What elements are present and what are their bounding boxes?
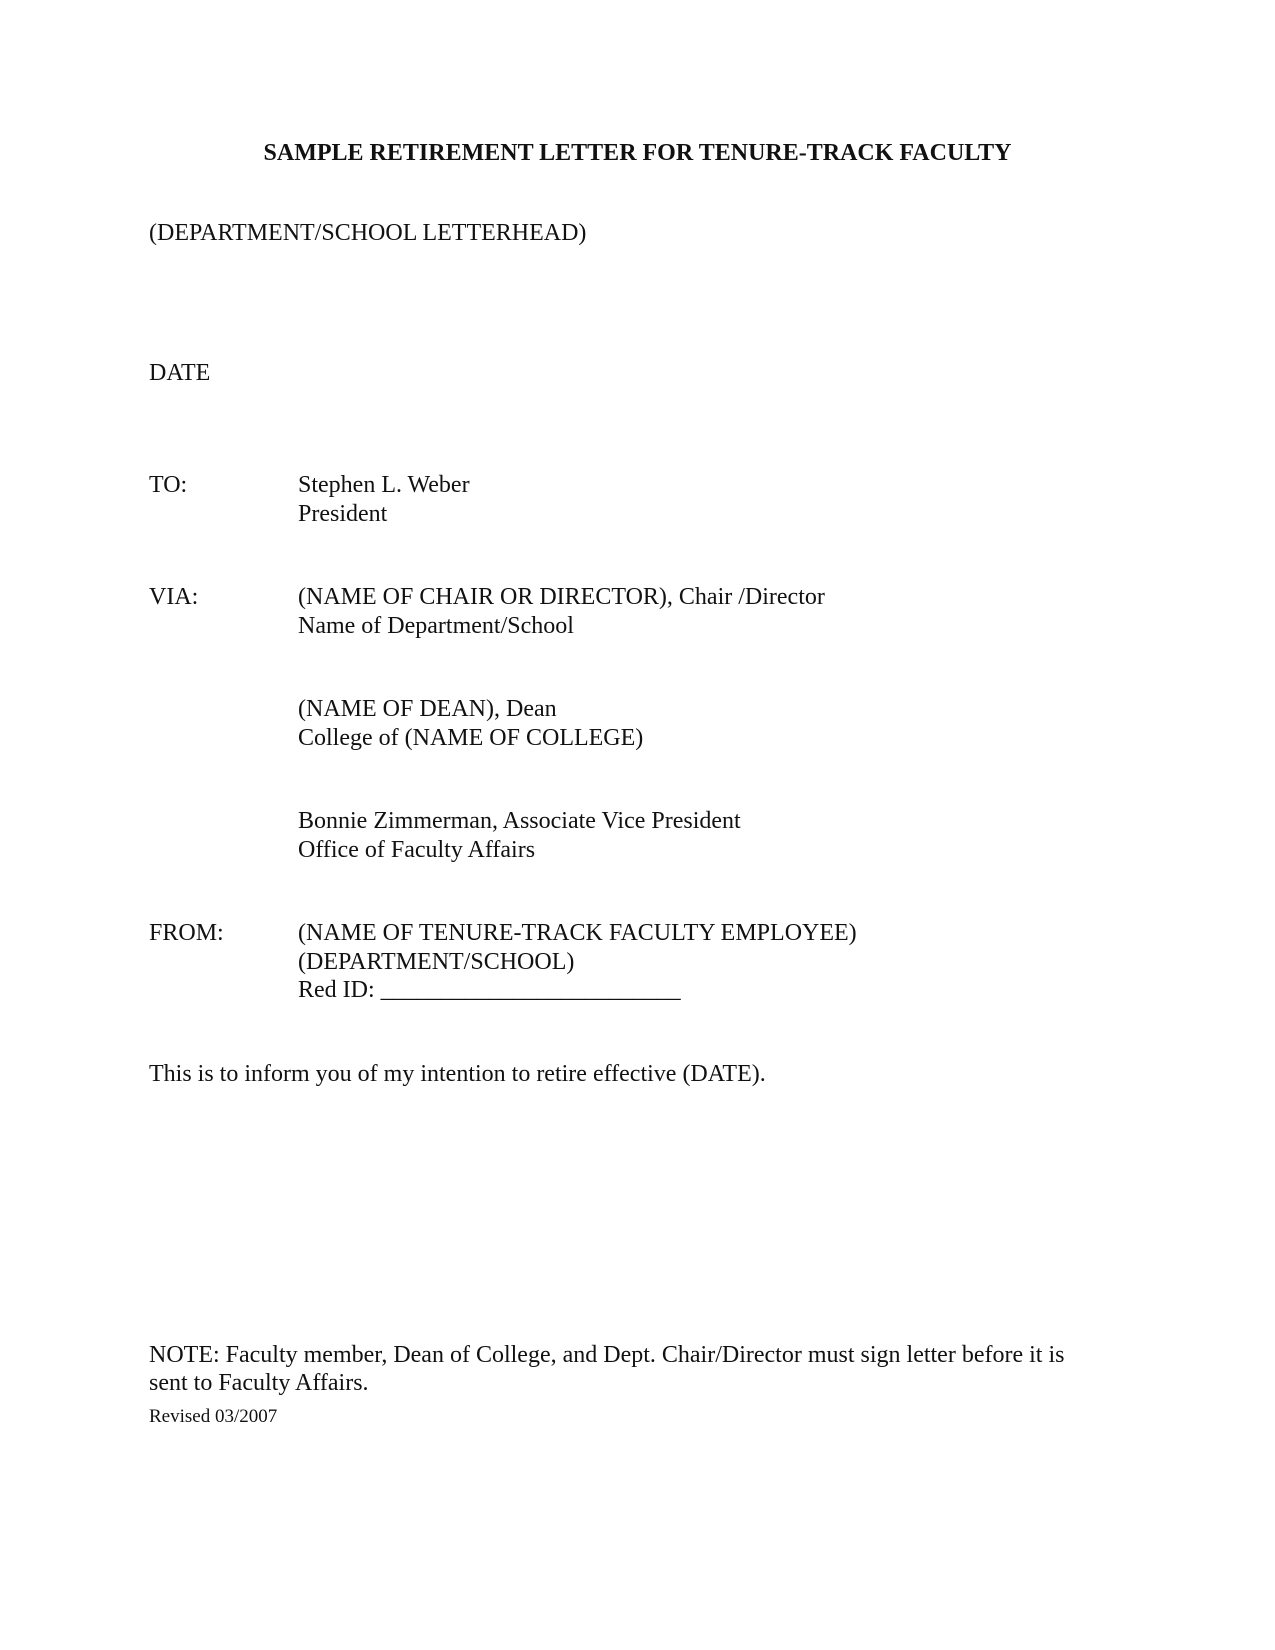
via-dean-line1: (NAME OF DEAN), Dean [298, 696, 557, 722]
via-label: VIA: [149, 584, 199, 610]
via-chair-line2: Name of Department/School [298, 613, 574, 639]
via-avp-line2: Office of Faculty Affairs [298, 837, 536, 863]
via-avp-line1: Bonnie Zimmerman, Associate Vice President [298, 808, 741, 834]
via-dean-line2: College of (NAME OF COLLEGE) [298, 725, 644, 751]
document-title: SAMPLE RETIREMENT LETTER FOR TENURE-TRACK FACULTY [263, 140, 1012, 166]
note-line1: NOTE: Faculty member, Dean of College, and Dept. Chair/Director must sign letter before it is [149, 1342, 1065, 1368]
from-red-id: Red ID: _________________________ [298, 977, 681, 1003]
from-name: (NAME OF TENURE-TRACK FACULTY EMPLOYEE) [298, 920, 857, 946]
date-placeholder: DATE [149, 360, 211, 386]
to-label: TO: [149, 472, 188, 498]
via-chair-line1: (NAME OF CHAIR OR DIRECTOR), Chair /Director [298, 584, 825, 610]
letterhead-placeholder: (DEPARTMENT/SCHOOL LETTERHEAD) [149, 220, 587, 246]
letter-body: This is to inform you of my intention to retire effective (DATE). [149, 1061, 766, 1087]
to-title: President [298, 501, 388, 527]
to-name: Stephen L. Weber [298, 472, 470, 498]
note-line2: sent to Faculty Affairs. [149, 1370, 369, 1396]
revised-date: Revised 03/2007 [149, 1406, 278, 1427]
from-label: FROM: [149, 920, 224, 946]
from-department: (DEPARTMENT/SCHOOL) [298, 949, 575, 975]
